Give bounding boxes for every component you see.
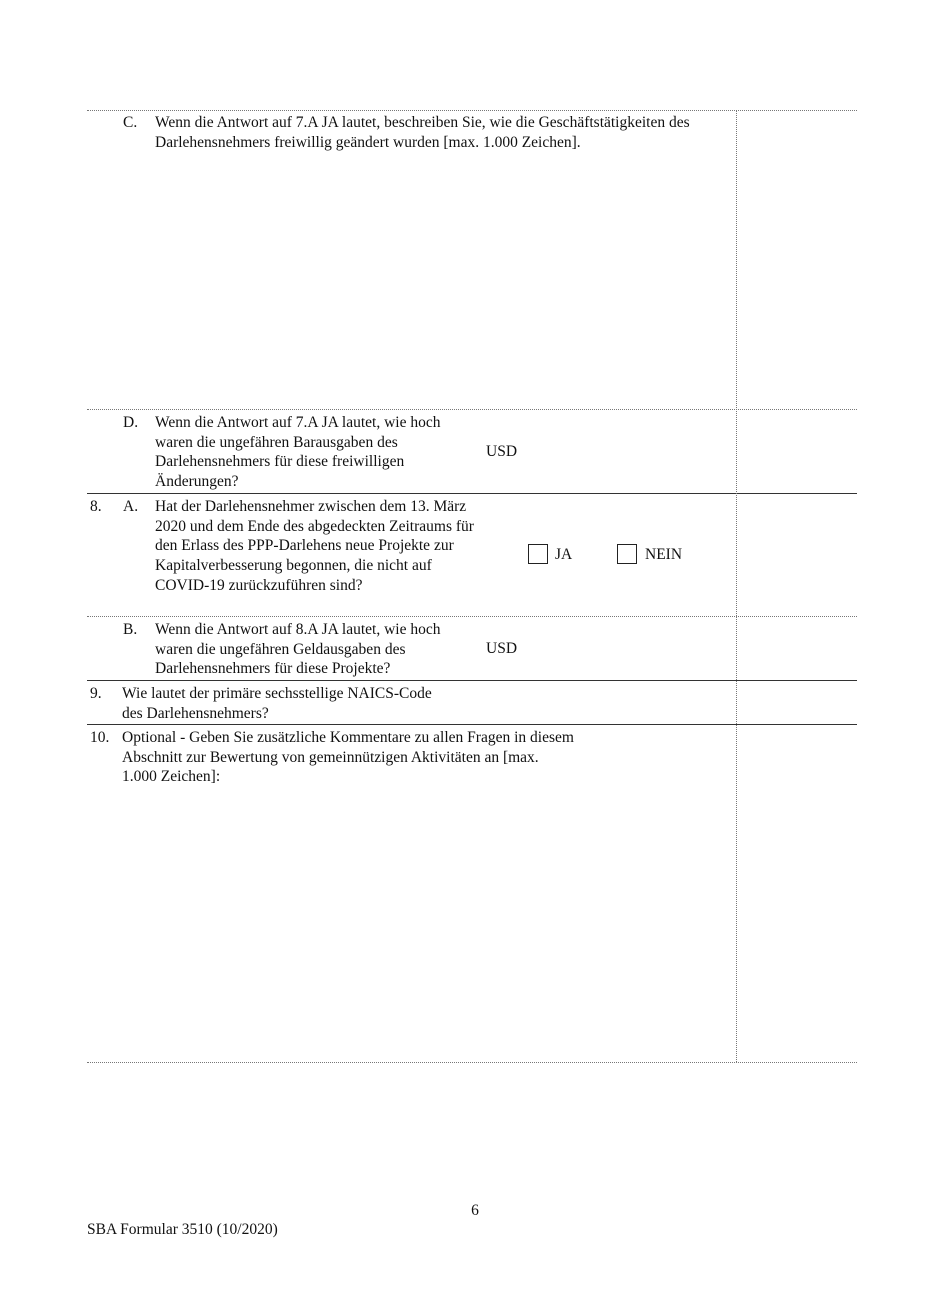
question-9-naics-input[interactable] (450, 684, 730, 720)
question-10-comment-area[interactable] (120, 792, 730, 1056)
row-8b-question: Wenn die Antwort auf 8.A JA lautet, wie hoch waren die ungefähren Geldausgaben des Darlehensnehmers für diese Projekte? (155, 621, 441, 678)
row-8b-currency: USD (486, 640, 518, 657)
row-d-letter: D. (123, 414, 139, 431)
row-d-top-rule (87, 409, 857, 410)
question-10-text: Optional - Geben Sie zusätzliche Kommentare zu allen Fragen in diesem Abschnitt zur Bewertung von gemeinnützigen Aktivitäten an [max. 1.000 Zeichen]: (122, 729, 574, 786)
row-c-answer-area[interactable] (150, 158, 730, 404)
question-8-number: 8. (90, 498, 102, 515)
row-9-top-rule (87, 680, 857, 681)
row-8b-top-rule (87, 616, 857, 617)
question-9-number: 9. (90, 685, 102, 702)
row-8b-letter: B. (123, 621, 138, 638)
row-8a-question: Hat der Darlehensnehmer zwischen dem 13. März 2020 und dem Ende des abgedeckten Zeitraums für den Erlass des PPP-Darlehens neue Projekte zur Kapitalverbesserung begonnen, die nicht auf COVID-19 zurückzuführen sind? (155, 498, 474, 594)
row-8a-yes-label: JA (555, 546, 573, 563)
question-10-number: 10. (90, 729, 110, 746)
row-d-question: Wenn die Antwort auf 7.A JA lautet, wie hoch waren die ungefähren Barausgaben des Darlehensnehmers für diese freiwilligen Änderungen? (155, 414, 441, 491)
row-8a-no-label: NEIN (645, 546, 683, 563)
row-8a-top-rule (87, 493, 857, 494)
row-d-amount-input[interactable] (522, 438, 727, 464)
row-c-question: Wenn die Antwort auf 7.A JA lautet, beschreiben Sie, wie die Geschäftstätigkeiten des Darlehensnehmers freiwillig geändert wurden [max. 1.000 Zeichen]. (155, 114, 690, 151)
row-8a-letter: A. (123, 498, 139, 515)
page-number: 6 (471, 1202, 479, 1219)
row-d-currency: USD (486, 443, 518, 460)
row-8b-amount-input[interactable] (522, 635, 727, 661)
form-identifier: SBA Formular 3510 (10/2020) (87, 1221, 278, 1238)
row-8a-yes-checkbox[interactable] (528, 544, 548, 564)
table-bottom-rule (87, 1062, 857, 1063)
row-c-top-rule (87, 110, 857, 111)
right-column-divider (736, 110, 737, 1062)
row-10-top-rule (87, 724, 857, 725)
row-8a-no-checkbox[interactable] (617, 544, 637, 564)
row-c-letter: C. (123, 114, 138, 131)
question-9-text: Wie lautet der primäre sechsstellige NAICS-Code des Darlehensnehmers? (122, 685, 432, 722)
